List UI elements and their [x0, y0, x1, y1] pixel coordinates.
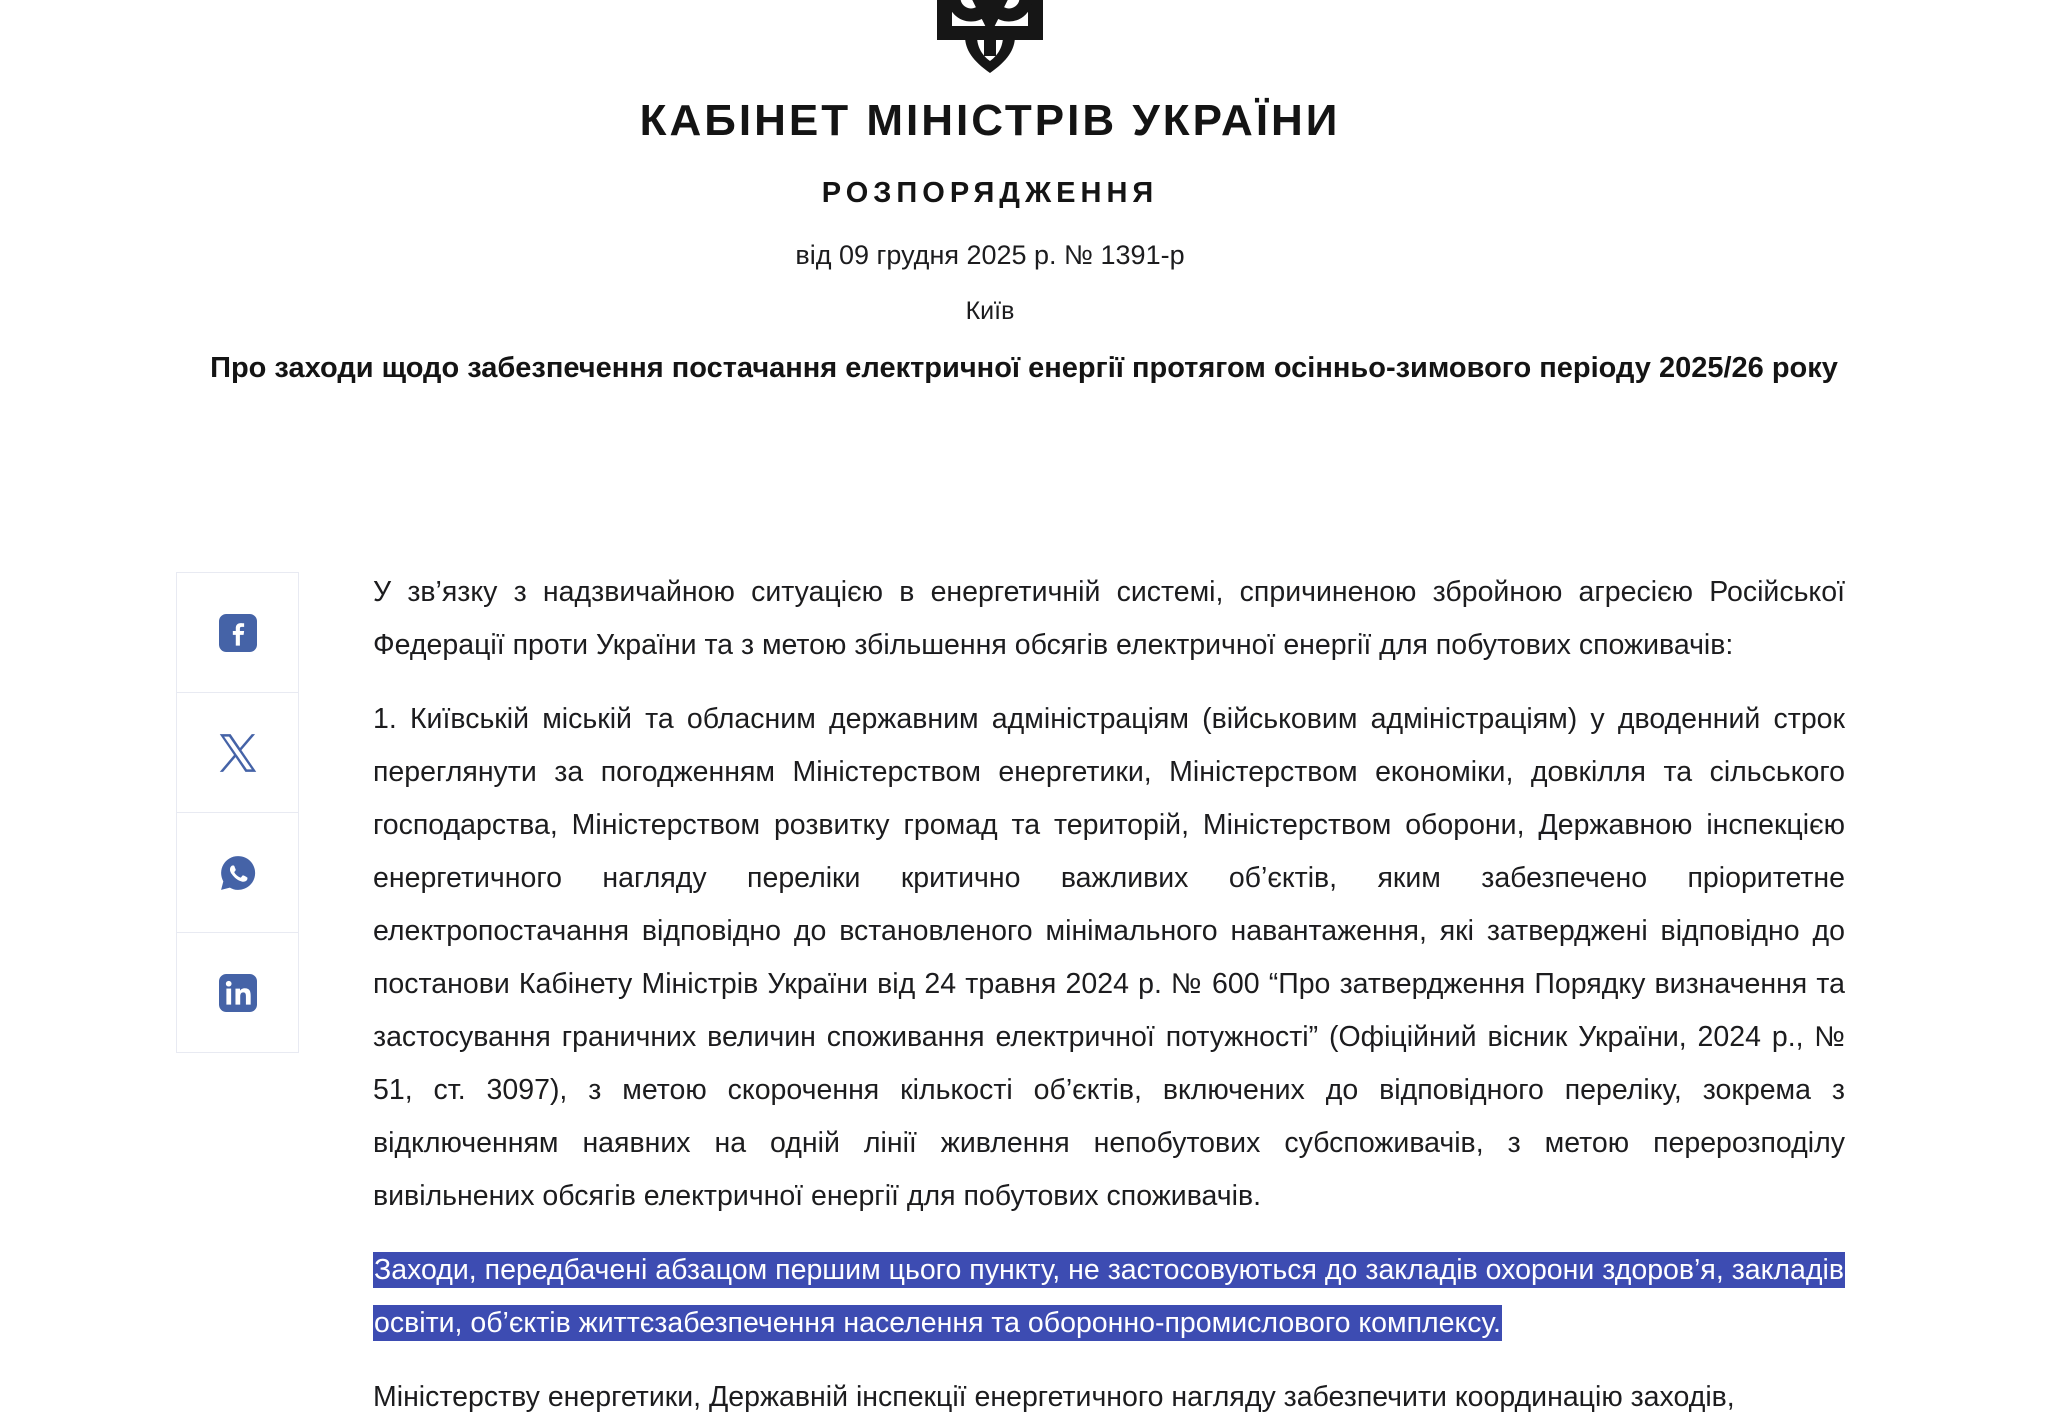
document-city: Київ: [965, 297, 1015, 325]
share-x-button[interactable]: [176, 692, 299, 813]
share-facebook-button[interactable]: [176, 572, 299, 693]
whatsapp-icon: [219, 854, 257, 892]
paragraph-highlighted: [373, 1244, 1845, 1350]
share-whatsapp-button[interactable]: [176, 812, 299, 933]
selected-text: Заходи, передбачені абзацом першим цього пункту, не застосовуються до закладів охорони здоров’я, закладів освіти, об’єктів життєзабезпечення населення та оборонно-промислового комплексу.: [374, 1254, 1844, 1339]
x-twitter-icon: [219, 733, 257, 773]
paragraph-point-1: 1. Київській міській та обласним державним адміністраціям (військовим адміністраціям) у дводенний строк переглянути за погодженням Міністерством енергетики, Міністерством економіки, довкілля та сільського господарства, Міністерством розвитку громад та територій, Міністерством оборони, Державною інспекцією енергетичного нагляду переліки критично важливих об’єктів, яким забезпечено пріоритетне електропостачання відповідно до встановленого мінімального навантаження, які затверджені відповідно до постанови Кабінету Міністрів України від 24 травня 2024 р. № 600 “Про затвердження Порядку визначення та застосування граничних величин споживання електричної потужності” (Офіційний вісник України, 2024 р., № 51, ст. 3097), з метою скорочення кількості об’єктів, включених до відповідного переліку, зокрема з відключенням наявних на одній лінії живлення непобутових субспоживачів, з метою перерозподілу вивільнених обсягів електричної енергії для побутових споживачів.: [373, 703, 1845, 1212]
paragraph-ministry: Міністерству енергетики, Державній інспекції енергетичного нагляду забезпечити координацію заходів,: [373, 1381, 1735, 1413]
share-rail: [176, 572, 299, 1053]
document-date-number: від 09 грудня 2025 р. № 1391-р: [795, 240, 1185, 270]
org-name: КАБІНЕТ МІНІСТРІВ УКРАЇНИ: [639, 96, 1341, 145]
tryzub-emblem-icon: [937, 0, 1043, 74]
document-title: Про заходи щодо забезпечення постачання електричної енергії протягом осінньо-зимового періоду 2025/26 року: [210, 352, 1838, 384]
share-linkedin-button[interactable]: [176, 932, 299, 1053]
facebook-icon: [219, 614, 257, 652]
document-type: РОЗПОРЯДЖЕННЯ: [821, 177, 1159, 209]
linkedin-icon: [219, 974, 257, 1012]
document-body: [373, 566, 1845, 1424]
paragraph-intro: У зв’язку з надзвичайною ситуацією в енергетичній системі, спричиненою збройною агресією Російської Федерації проти України та з метою збільшення обсягів електричної енергії для побутових споживачів:: [373, 576, 1845, 661]
